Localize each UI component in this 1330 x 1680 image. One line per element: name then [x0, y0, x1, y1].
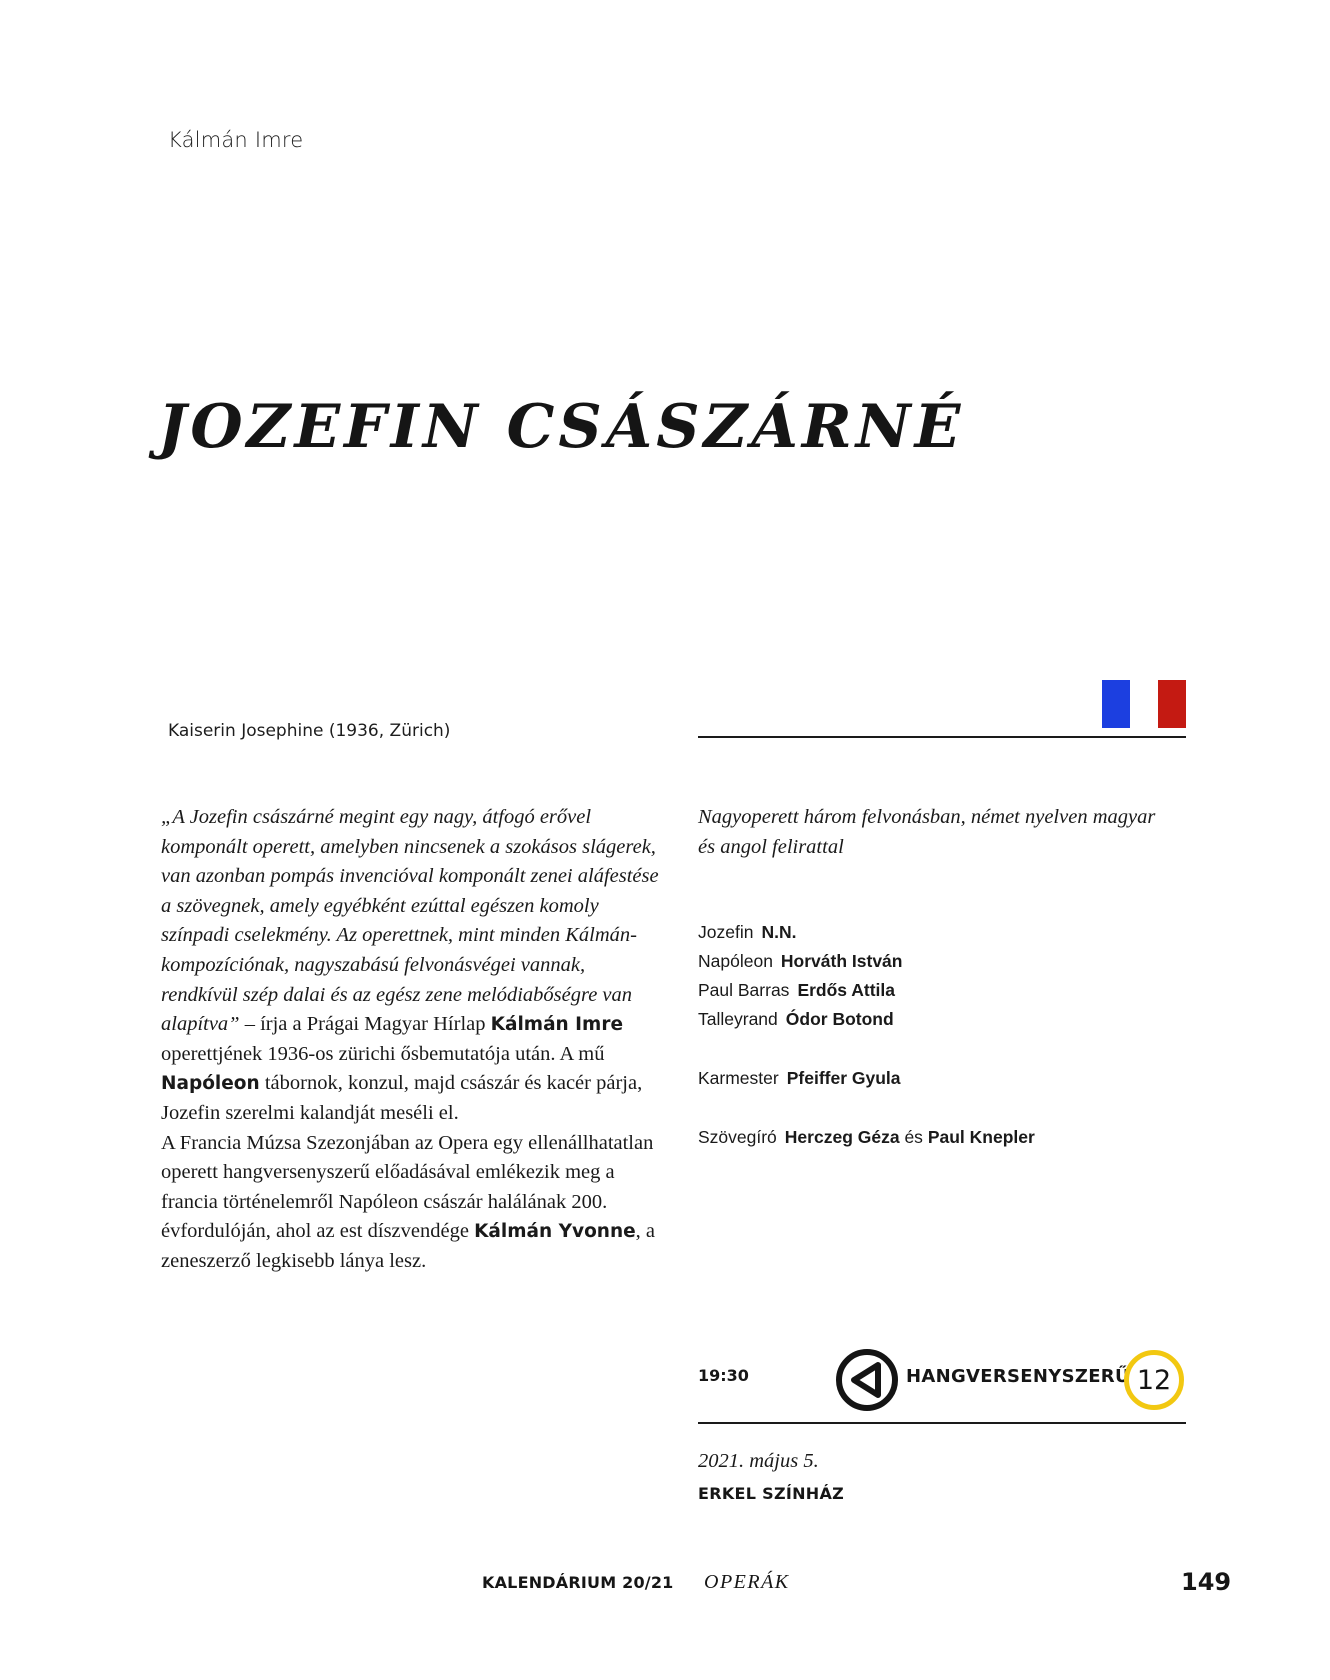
cast-role: Napóleon: [698, 951, 773, 971]
french-flag-blue-stripe: [1102, 680, 1130, 728]
highlight-napoleon: Napóleon: [161, 1073, 260, 1095]
cast-row: [698, 951, 902, 972]
second-paragraph: A Francia Múzsa Szezonjában az Opera egy ellenállhatatlan operett hangversenyszerű előadásával emlékezik meg a francia történelemről Napóleon császár halálának 200. évfordulóján, ahol az est díszvendége: [161, 1131, 654, 1243]
performance-time: 19:30: [698, 1366, 749, 1385]
highlight-guest: Kálmán Yvonne: [474, 1221, 636, 1243]
cast-name: Ódor Botond: [785, 1009, 894, 1029]
description-text: „A Jozefin császárné megint egy nagy, átfogó erővel komponált operett, amelyben nincsenek a szokásos slágerek, van azonban pompás invencióval komponált zenei aláfestése a szövegnek, amely egyébként ezúttal egészen komoly színpadi cselekmény. Az operettnek, mint minden Kálmán-kompozíciónak, nagyszabású felvonásvégei vannak, rendkívül szép dalai és az egész zene melódiabőségre van alapítva” – írja a Prágai Magyar Hírlap Kálmán Imre operettjének 1936-os zürichi ősbemutatója után. A mű Napóleon tábornok, konzul, majd császár és kacér párja, Jozefin szerelmi kalandját meséli el. A Francia Múzsa Szezonjában az Opera egy ellenállhatatlan operett hangversenyszerű előadásával emlékezik meg a francia történelemről Napóleon császár halálának 200. évfordulóján, ahol az est díszvendége Kálmán Yvonne, a zeneszerző legkisebb lánya lesz.: [161, 806, 659, 1272]
divider-top: [698, 736, 1186, 738]
librettist-name-2: Paul Knepler: [927, 1127, 1035, 1147]
divider-bottom: [698, 1422, 1186, 1424]
cast-row: [698, 1009, 894, 1030]
footer-section: OPERÁK: [704, 1571, 790, 1593]
conductor-row: [698, 1068, 901, 1089]
page-number: 149: [1181, 1568, 1232, 1596]
concert-triangle-icon: [835, 1348, 899, 1412]
cast-name: N.N.: [761, 922, 797, 942]
composer-name: Kálmán Imre: [168, 128, 304, 152]
performance-venue: ERKEL SZÍNHÁZ: [698, 1484, 845, 1503]
original-title: Kaiserin Josephine (1936, Zürich): [168, 721, 451, 741]
cast-name: Horváth István: [780, 951, 903, 971]
performance-date: 2021. május 5.: [698, 1450, 819, 1472]
librettist-name-1: Herczeg Géza: [784, 1127, 900, 1147]
age-rating-badge: 12: [1124, 1350, 1184, 1410]
cast-row: [698, 980, 895, 1001]
press-quote: „A Jozefin császárné megint egy nagy, átfogó erővel komponált operett, amelyben nincsenek a szokásos slágerek, van azonban pompás invencióval komponált zenei aláfestése a szövegnek, amely egyébként ezúttal egészen komoly színpadi cselekmény. Az operettnek, mint minden Kálmán-kompozíciónak, nagyszabású felvonásvégei vannak, rendkívül szép dalai és az egész zene melódiabőségre van alapítva”: [161, 806, 659, 1036]
highlight-composer: Kálmán Imre: [490, 1014, 624, 1036]
work-title: JOZEFIN CSÁSZÁRNÉ: [158, 392, 965, 462]
librettist-and: és: [904, 1127, 923, 1147]
footer-publication: KALENDÁRIUM 20/21: [482, 1573, 674, 1592]
conductor-name: Pfeiffer Gyula: [786, 1068, 901, 1088]
conductor-role: Karmester: [698, 1068, 779, 1088]
cast-role: Talleyrand: [698, 1009, 778, 1029]
cast-role: Jozefin: [698, 922, 754, 942]
librettist-row: [698, 1127, 1035, 1148]
cast-row: [698, 922, 796, 943]
cast-role: Paul Barras: [698, 980, 790, 1000]
librettist-role: Szövegíró: [698, 1127, 777, 1147]
french-flag-red-stripe: [1158, 680, 1186, 728]
performance-type: HANGVERSENYSZERŰ: [906, 1366, 1130, 1387]
cast-name: Erdős Attila: [797, 980, 895, 1000]
genre-description: Nagyoperett három felvonásban, német nyelven magyar és angol felirattal: [698, 806, 1156, 858]
